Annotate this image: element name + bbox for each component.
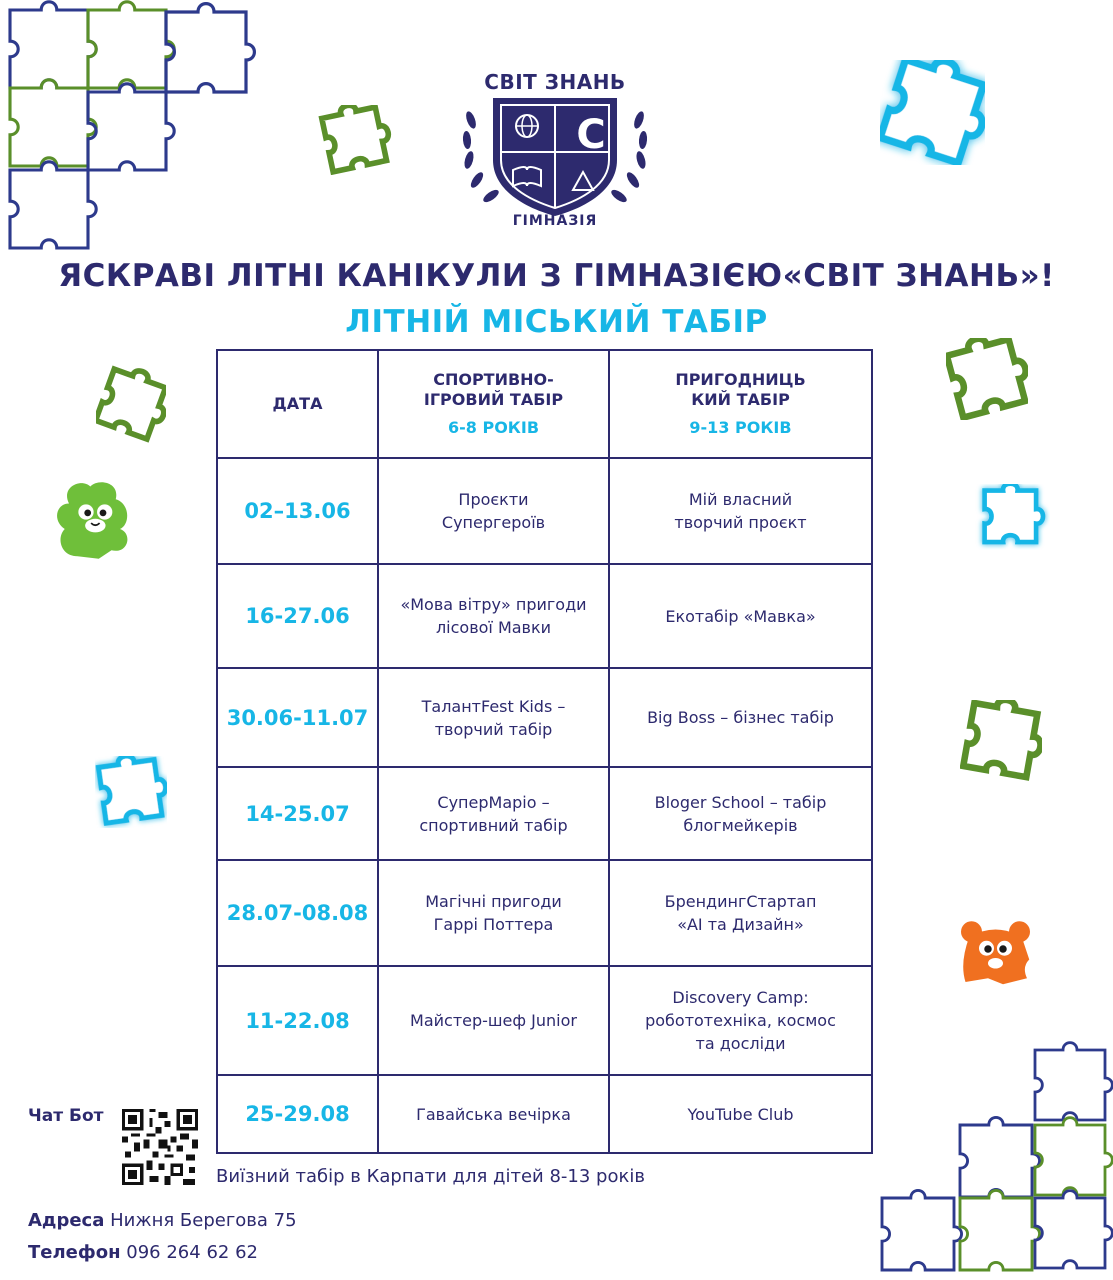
header-adventure-camp bbox=[609, 350, 872, 458]
phone-line bbox=[28, 1242, 258, 1263]
row-sport-text: Гавайська вечірка bbox=[416, 1104, 571, 1124]
phone-value[interactable]: 096 264 62 62 bbox=[126, 1242, 258, 1263]
puzzle-piece-glowing-icon bbox=[95, 756, 167, 828]
row-date: 11-22.08 bbox=[217, 966, 378, 1075]
row-date: 16-27.06 bbox=[217, 564, 378, 668]
logo-bottom-text: ГІМНАЗІЯ bbox=[512, 213, 598, 229]
row-adventure-program bbox=[609, 564, 872, 668]
bear-mascot-icon bbox=[958, 918, 1033, 986]
row-sport-program bbox=[378, 564, 609, 668]
row-date: 14-25.07 bbox=[217, 767, 378, 860]
row-adventure-program bbox=[609, 860, 872, 966]
row-sport-program bbox=[378, 966, 609, 1075]
header-adventure-label: ПРИГОДНИЦЬ КИЙ ТАБІР bbox=[675, 370, 806, 409]
row-adventure-text: Bloger School – табір блогмейкерів bbox=[654, 792, 827, 835]
row-adventure-program bbox=[609, 1075, 872, 1153]
row-sport-text: Майстер-шеф Junior bbox=[410, 1011, 577, 1030]
address-label: Адреса bbox=[28, 1210, 105, 1231]
trip-note: Виїзний табір в Карпати для дітей 8-13 років bbox=[216, 1166, 645, 1187]
row-adventure-program bbox=[609, 966, 872, 1075]
page-subtitle: ЛІТНІЙ МІСЬКИЙ ТАБІР bbox=[345, 304, 768, 340]
header-adventure-age: 9-13 РОКІВ bbox=[689, 418, 792, 437]
address-line bbox=[28, 1210, 297, 1231]
row-sport-text: ТалантFest Kids – творчий табір bbox=[421, 696, 566, 739]
puzzle-piece-glowing-icon bbox=[972, 484, 1050, 550]
row-sport-program bbox=[378, 458, 609, 564]
row-adventure-text: YouTube Club bbox=[687, 1104, 794, 1124]
row-adventure-program bbox=[609, 458, 872, 564]
phone-label: Телефон bbox=[28, 1242, 121, 1263]
logo-top-text: СВІТ ЗНАНЬ bbox=[484, 70, 626, 94]
row-date: 28.07-08.08 bbox=[217, 860, 378, 966]
schedule-table bbox=[216, 349, 873, 1154]
row-sport-program bbox=[378, 860, 609, 966]
table-row bbox=[217, 458, 872, 564]
header-sport-age: 6-8 РОКІВ bbox=[447, 418, 540, 437]
row-adventure-text: Discovery Camp: робототехніка, космос та досліди bbox=[645, 988, 836, 1053]
puzzle-piece-glowing-icon bbox=[880, 60, 985, 165]
header-sport-label: СПОРТИВНО- ІГРОВИЙ ТАБІР bbox=[423, 370, 564, 409]
school-logo bbox=[455, 60, 655, 260]
lion-mascot-icon bbox=[52, 478, 137, 563]
header-date-label: ДАТА bbox=[272, 394, 323, 413]
chat-bot-label: Чат Бот bbox=[28, 1106, 104, 1126]
row-adventure-text: Мій власний творчий проєкт bbox=[674, 490, 807, 532]
table-row bbox=[217, 860, 872, 966]
row-sport-program bbox=[378, 668, 609, 767]
row-sport-text: Проєкти Супергероїв bbox=[441, 490, 546, 532]
table-header-row bbox=[217, 350, 872, 458]
table-row bbox=[217, 668, 872, 767]
row-adventure-program bbox=[609, 668, 872, 767]
puzzle-piece-green-icon bbox=[946, 338, 1028, 420]
puzzle-piece-green-icon bbox=[96, 365, 166, 445]
shield-emblem-icon bbox=[455, 90, 655, 220]
row-sport-text: СуперМаріо – спортивний табір bbox=[419, 792, 568, 835]
row-adventure-text: Big Boss – бізнес табір bbox=[647, 708, 834, 727]
puzzle-cluster-bottom-right-icon bbox=[870, 1040, 1113, 1280]
table-row bbox=[217, 966, 872, 1075]
row-sport-program bbox=[378, 1075, 609, 1153]
logo-shield-letter: С bbox=[576, 112, 606, 158]
row-adventure-text: БрендингСтартап «АІ та Дизайн» bbox=[664, 892, 817, 934]
header-sport-camp bbox=[378, 350, 609, 458]
table-row bbox=[217, 564, 872, 668]
row-date: 30.06-11.07 bbox=[217, 668, 378, 767]
table-row bbox=[217, 1075, 872, 1153]
row-adventure-program bbox=[609, 767, 872, 860]
puzzle-cluster-top-left-icon bbox=[0, 0, 260, 260]
table-row bbox=[217, 767, 872, 860]
header-date bbox=[217, 350, 378, 458]
row-adventure-text: Екотабір «Мавка» bbox=[665, 606, 816, 626]
row-date: 02–13.06 bbox=[217, 458, 378, 564]
puzzle-piece-green-icon bbox=[315, 105, 395, 175]
qr-code-icon[interactable] bbox=[122, 1109, 198, 1185]
puzzle-piece-green-icon bbox=[960, 700, 1042, 782]
row-sport-program bbox=[378, 767, 609, 860]
address-value: Нижня Берегова 75 bbox=[110, 1210, 297, 1231]
row-sport-text: «Мова вітру» пригоди лісової Мавки bbox=[400, 595, 587, 637]
page-title: ЯСКРАВІ ЛІТНІ КАНІКУЛИ З ГІМНАЗІЄЮ«СВІТ ЗНАНЬ»! bbox=[58, 258, 1055, 294]
row-date: 25-29.08 bbox=[217, 1075, 378, 1153]
row-sport-text: Магічні пригоди Гаррі Поттера bbox=[425, 892, 562, 934]
